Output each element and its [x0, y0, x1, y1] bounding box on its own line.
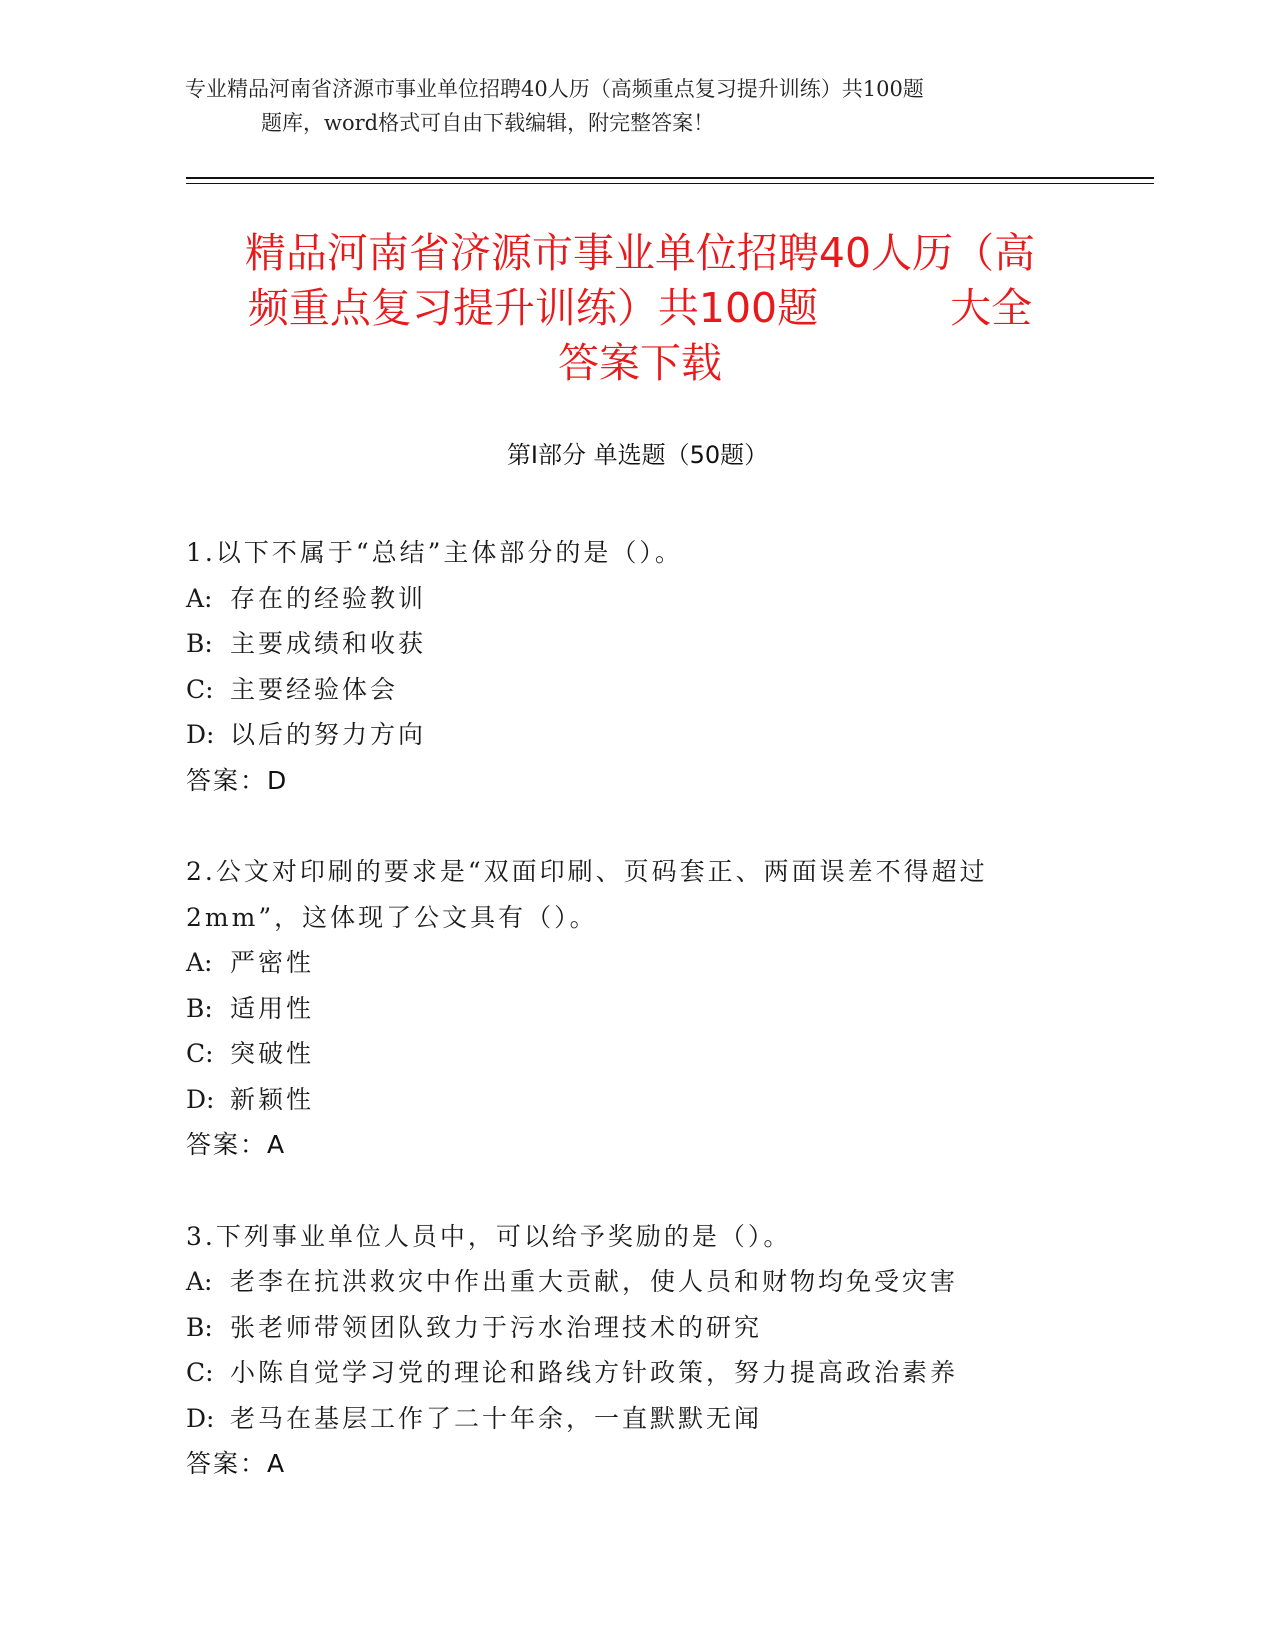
- option-text: 老李在抗洪救灾中作出重大贡献，使人员和财物均免受灾害: [230, 1267, 959, 1296]
- header-divider-thick: [186, 177, 1154, 179]
- title-line-3: 答案下载: [558, 339, 722, 387]
- option-letter: C:: [186, 1358, 214, 1387]
- option-letter: A:: [186, 1267, 213, 1296]
- option-d: [186, 1077, 1086, 1123]
- title-line-2-part-1: 频重点复习提升训练）共100题: [247, 284, 819, 332]
- answer-line: 答案：A: [186, 1130, 287, 1159]
- option-letter: B:: [186, 993, 213, 1023]
- option-a: [186, 1259, 1086, 1305]
- header-note-line-2: 题库，word格式可自由下载编辑，附完整答案！: [261, 111, 715, 135]
- header-divider-thin: [186, 183, 1154, 184]
- question-stem: 3.下列事业单位人员中，可以给予奖励的是（）。: [186, 1221, 792, 1251]
- option-a: [186, 940, 1086, 986]
- option-d: [186, 1396, 1086, 1442]
- title-line-2-part-2: 大全: [950, 284, 1033, 332]
- option-c: [186, 1031, 1086, 1077]
- document-title: [180, 226, 1100, 391]
- option-text: 小陈自觉学习党的理论和路线方针政策，努力提高政治素养: [230, 1358, 959, 1387]
- question-3: [186, 1214, 1086, 1487]
- option-b: [186, 1305, 1086, 1351]
- question-1: [186, 530, 1086, 803]
- title-line-2: [180, 281, 1100, 336]
- option-letter: D:: [186, 720, 215, 749]
- option-d: [186, 712, 1086, 758]
- option-text: 主要成绩和收获: [230, 629, 427, 658]
- option-letter: B:: [186, 1312, 213, 1342]
- option-text: 以后的努力方向: [230, 720, 427, 749]
- document-header-note: [185, 72, 1085, 140]
- option-text: 存在的经验教训: [230, 583, 427, 613]
- option-text: 老马在基层工作了二十年余，一直默默无闻: [230, 1403, 763, 1433]
- section-title: 第I部分 单选题（50题）: [506, 441, 769, 469]
- option-a: [186, 576, 1086, 622]
- option-letter: A:: [186, 948, 213, 977]
- option-b: [186, 621, 1086, 667]
- answer-line: 答案：D: [186, 765, 289, 795]
- option-text: 适用性: [230, 993, 315, 1023]
- question-list: [186, 530, 1086, 1533]
- header-note-line-1: 专业精品河南省济源市事业单位招聘40人历（高频重点复习提升训练）共100题: [185, 77, 924, 101]
- answer-line: 答案：A: [186, 1449, 287, 1478]
- question-stem-continued: 2mm”，这体现了公文具有（）。: [186, 902, 598, 932]
- option-text: 突破性: [230, 1039, 315, 1068]
- option-c: [186, 667, 1086, 713]
- option-letter: C:: [186, 1039, 214, 1068]
- option-text: 严密性: [230, 948, 315, 977]
- option-text: 张老师带领团队致力于污水治理技术的研究: [230, 1312, 763, 1342]
- option-c: [186, 1350, 1086, 1396]
- question-stem: 1.以下不属于“总结”主体部分的是（）。: [186, 538, 683, 567]
- option-text: 主要经验体会: [230, 674, 399, 704]
- question-stem: 2.公文对印刷的要求是“双面印刷、页码套正、两面误差不得超过: [186, 857, 988, 886]
- question-2: [186, 849, 1086, 1168]
- option-letter: C:: [186, 674, 214, 704]
- option-letter: D:: [186, 1084, 215, 1114]
- option-letter: A:: [186, 583, 213, 613]
- option-b: [186, 986, 1086, 1032]
- option-letter: D:: [186, 1403, 215, 1433]
- option-text: 新颖性: [230, 1084, 315, 1114]
- option-letter: B:: [186, 629, 213, 658]
- title-line-1: 精品河南省济源市事业单位招聘40人历（高: [244, 229, 1036, 277]
